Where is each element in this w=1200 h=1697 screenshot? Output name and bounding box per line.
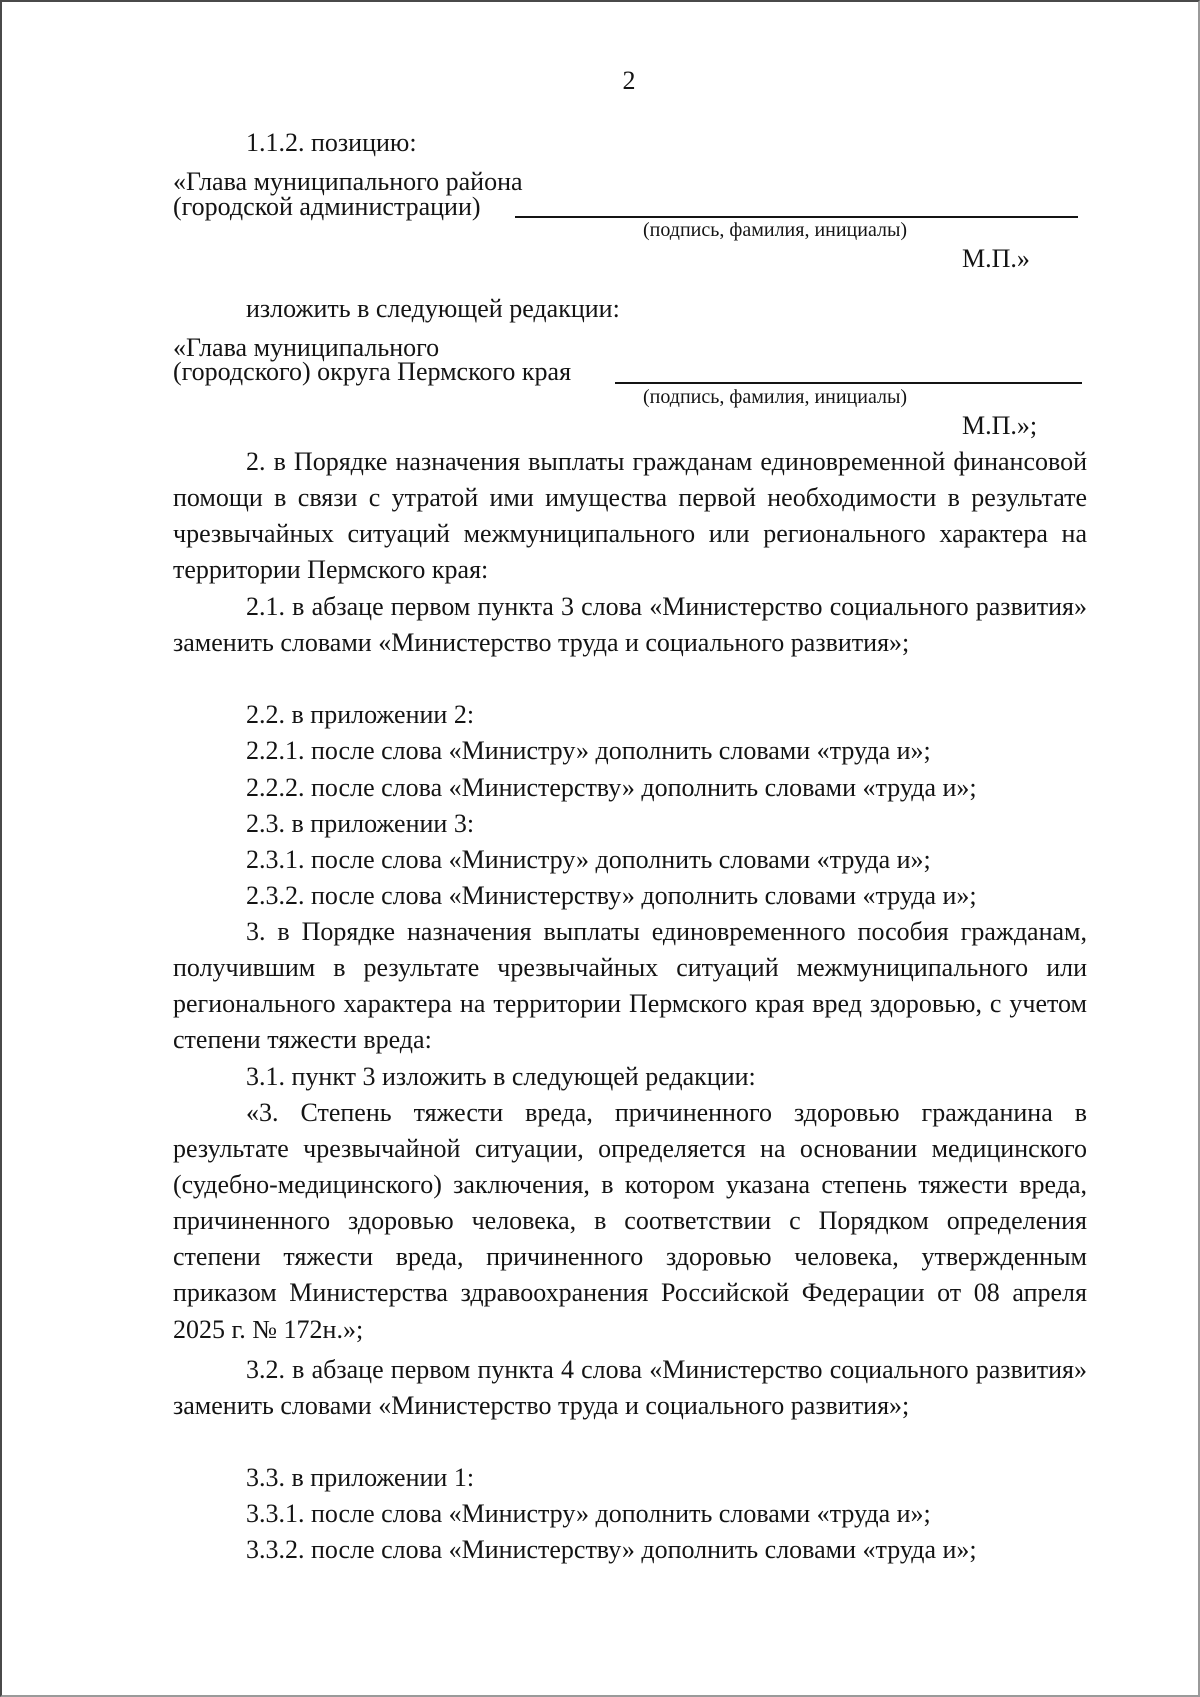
paragraph-3-quote: «3. Степень тяжести вреда, причиненного здоровью гражданина в результате чрезвычайной ситуации, определяется на основании медицинского (судебно-медицинского) заключения, в котором указана степень тяжести вреда, причиненного здоровью человека, в соответствии с Порядком определения степени тяжести вреда, причиненного здоровью человека, утвержденным приказом Министерства здравоохранения Российской Федерации от 08 апреля 2025 г. № 172н.»; bbox=[173, 1098, 1087, 1344]
paragraph-3-1: 3.1. пункт 3 изложить в следующей редакции: bbox=[246, 1062, 756, 1091]
page-number: 2 bbox=[622, 66, 636, 95]
position-heading: 1.1.2. позицию: bbox=[246, 128, 417, 157]
paragraph-2-3: 2.3. в приложении 3: bbox=[246, 809, 475, 838]
signature-caption: (подпись, фамилия, инициалы) bbox=[643, 219, 908, 241]
paragraph-2: 2. в Порядке назначения выплаты гражданам единовременной финансовой помощи в связи с утратой ими имущества первой необходимости в результате чрезвычайных ситуаций межмуниципального или регионального характера на территории Пермского края: bbox=[173, 447, 1087, 585]
signature-caption: (подпись, фамилия, инициалы) bbox=[643, 386, 908, 408]
signature-title-line2: (городской администрации) bbox=[173, 192, 481, 221]
paragraph-2-2: 2.2. в приложении 2: bbox=[246, 700, 475, 729]
paragraph-2-3-2: 2.3.2. после слова «Министерству» дополнить словами «труда и»; bbox=[246, 881, 977, 910]
paragraph-2-3-1: 2.3.1. после слова «Министру» дополнить словами «труда и»; bbox=[246, 845, 931, 874]
paragraph-3: 3. в Порядке назначения выплаты единовременного пособия гражданам, получившим в результате чрезвычайных ситуаций межмуниципального или регионального характера на территории Пермского края вред здоровью, с учетом степени тяжести вреда: bbox=[173, 917, 1087, 1055]
signature-title-line1: «Глава муниципального района bbox=[173, 167, 523, 196]
paragraph-2-2-1: 2.2.1. после слова «Министру» дополнить словами «труда и»; bbox=[246, 736, 931, 765]
paragraph-2-2-2: 2.2.2. после слова «Министерству» дополнить словами «труда и»; bbox=[246, 773, 977, 802]
paragraph-3-3-1: 3.3.1. после слова «Министру» дополнить словами «труда и»; bbox=[246, 1499, 931, 1528]
seal-mark: М.П.» bbox=[962, 244, 1030, 273]
paragraph-2-1: 2.1. в абзаце первом пункта 3 слова «Министерство социального развития» заменить словами «Министерство труда и социального развития»; bbox=[173, 592, 1087, 658]
paragraph-3-3: 3.3. в приложении 1: bbox=[246, 1463, 475, 1492]
new-wording-heading: изложить в следующей редакции: bbox=[246, 294, 620, 323]
signature-title-line2: (городского) округа Пермского края bbox=[173, 357, 572, 386]
signature-line bbox=[615, 382, 1082, 384]
paragraph-3-3-2: 3.3.2. после слова «Министерству» дополнить словами «труда и»; bbox=[246, 1535, 977, 1564]
paragraph-3-2: 3.2. в абзаце первом пункта 4 слова «Министерство социального развития» заменить словами «Министерство труда и социального развития»; bbox=[173, 1355, 1087, 1421]
seal-mark: М.П.»; bbox=[962, 411, 1038, 440]
signature-title-line1: «Глава муниципального bbox=[173, 333, 440, 362]
